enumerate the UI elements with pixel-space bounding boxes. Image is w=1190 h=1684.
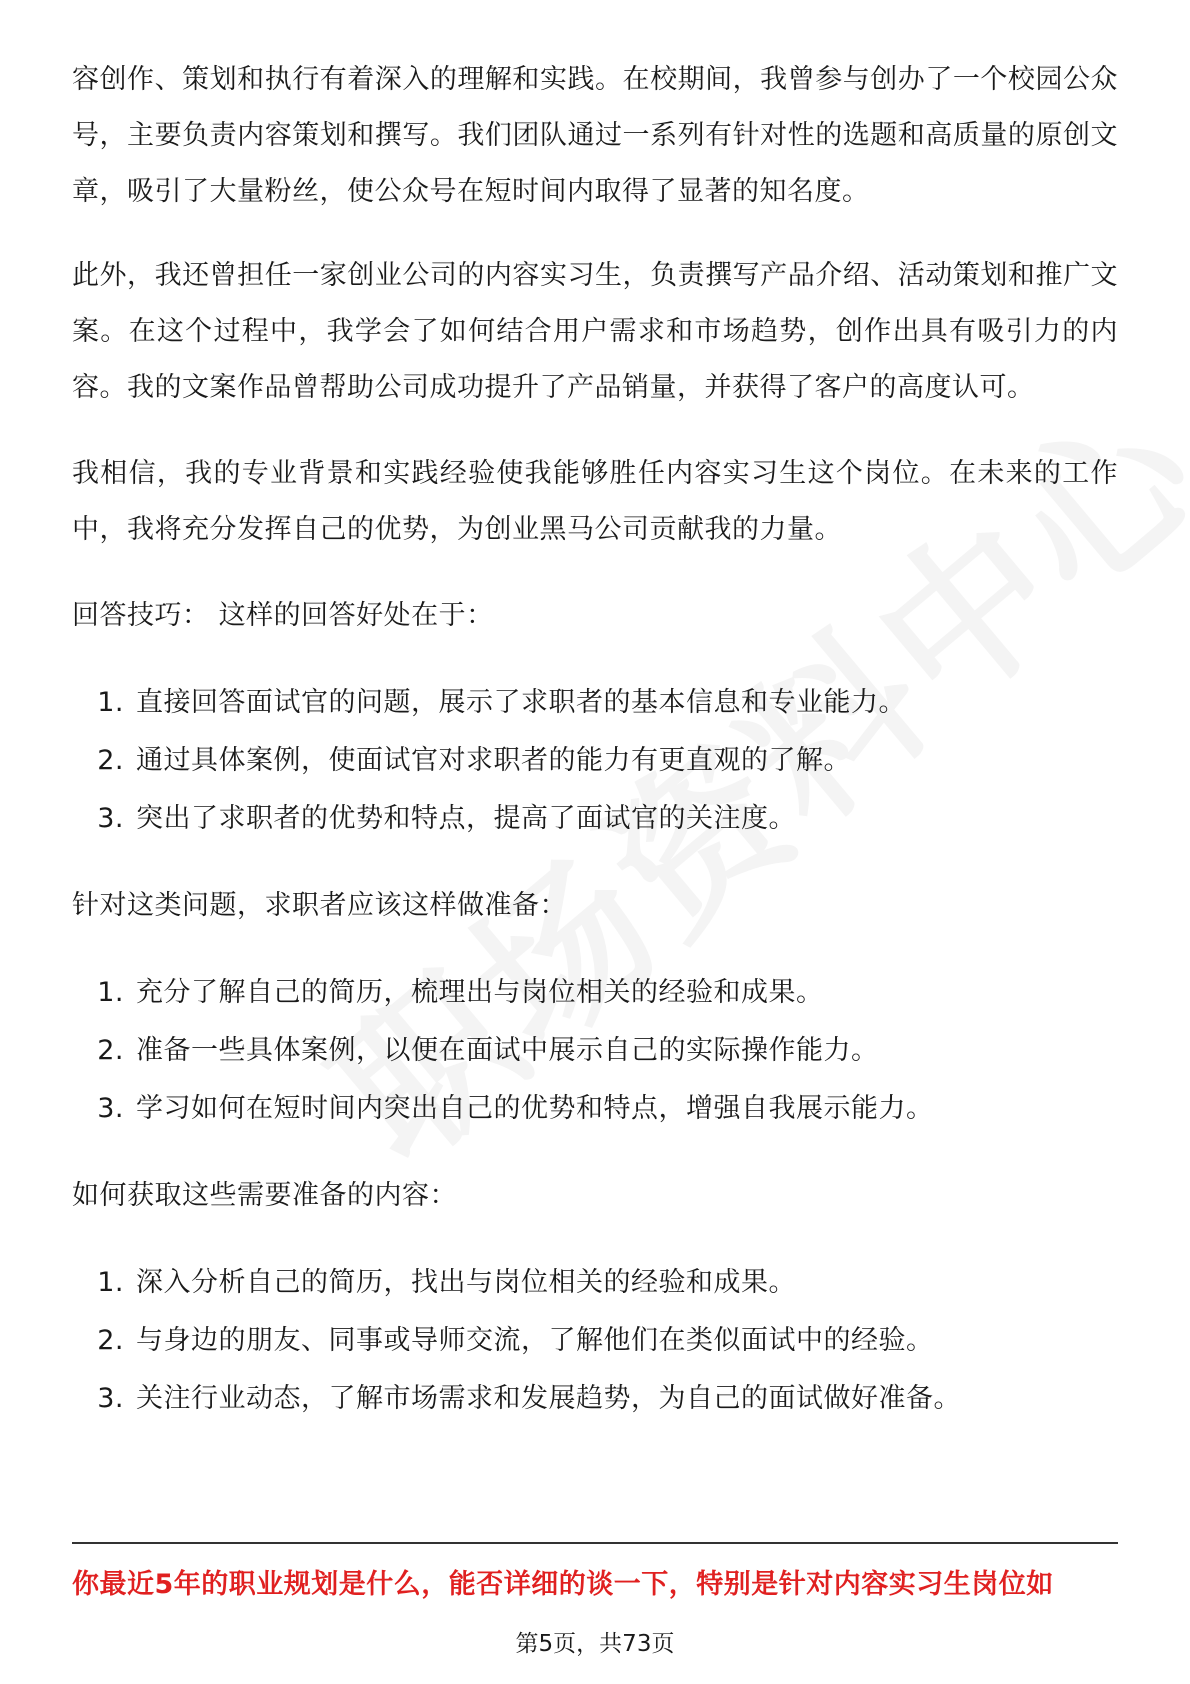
list-item xyxy=(72,1080,1118,1138)
prep-label: 针对这类问题，求职者应该这样做准备： xyxy=(72,890,567,921)
obtain-list xyxy=(72,1254,1118,1428)
list-text: 深入分析自己的简历，找出与岗位相关的经验和成果。 xyxy=(136,1267,796,1298)
list-item xyxy=(72,1254,1118,1312)
list-item xyxy=(72,1370,1118,1428)
page-footer: 第5页，共73页 xyxy=(515,1631,675,1657)
list-number: 3. xyxy=(97,1093,124,1124)
list-text: 关注行业动态，了解市场需求和发展趋势，为自己的面试做好准备。 xyxy=(136,1383,961,1414)
list-text: 与身边的朋友、同事或导师交流，了解他们在类似面试中的经验。 xyxy=(136,1325,934,1356)
list-text: 准备一些具体案例，以便在面试中展示自己的实际操作能力。 xyxy=(136,1035,879,1066)
paragraph-3: 我相信，我的专业背景和实践经验使我能够胜任内容实习生这个岗位。在未来的工作中，我将充分发挥自己的优势，为创业黑马公司贡献我的力量。 xyxy=(72,458,1118,545)
list-text: 充分了解自己的简历，梳理出与岗位相关的经验和成果。 xyxy=(136,977,824,1008)
obtain-label: 如何获取这些需要准备的内容： xyxy=(72,1180,457,1211)
list-number: 1. xyxy=(97,687,124,718)
list-number: 3. xyxy=(97,803,124,834)
list-text: 直接回答面试官的问题，展示了求职者的基本信息和专业能力。 xyxy=(136,687,906,718)
list-number: 1. xyxy=(97,1267,124,1298)
list-item xyxy=(72,790,1118,848)
list-number: 2. xyxy=(97,1035,124,1066)
next-question-heading: 你最近5年的职业规划是什么，能否详细的谈一下，特别是针对内容实习生岗位如 xyxy=(72,1569,1054,1600)
list-text: 突出了求职者的优势和特点，提高了面试官的关注度。 xyxy=(136,803,796,834)
tips-list xyxy=(72,674,1118,848)
list-number: 2. xyxy=(97,1325,124,1356)
list-item xyxy=(72,964,1118,1022)
list-item xyxy=(72,1022,1118,1080)
list-text: 通过具体案例，使面试官对求职者的能力有更直观的了解。 xyxy=(136,745,851,776)
list-number: 2. xyxy=(97,745,124,776)
section-divider xyxy=(72,1542,1118,1544)
document-body xyxy=(72,52,1118,1458)
list-number: 1. xyxy=(97,977,124,1008)
list-number: 3. xyxy=(97,1383,124,1414)
list-item xyxy=(72,732,1118,790)
prep-list xyxy=(72,964,1118,1138)
list-item xyxy=(72,674,1118,732)
list-item xyxy=(72,1312,1118,1370)
tips-label: 回答技巧： 这样的回答好处在于： xyxy=(72,600,494,631)
paragraph-2: 此外，我还曾担任一家创业公司的内容实习生，负责撰写产品介绍、活动策划和推广文案。在这个过程中，我学会了如何结合用户需求和市场趋势，创作出具有吸引力的内容。我的文案作品曾帮助公司成功提升了产品销量，并获得了客户的高度认可。 xyxy=(72,260,1118,403)
list-text: 学习如何在短时间内突出自己的优势和特点，增强自我展示能力。 xyxy=(136,1093,934,1124)
paragraph-1: 容创作、策划和执行有着深入的理解和实践。在校期间，我曾参与创办了一个校园公众号，主要负责内容策划和撰写。我们团队通过一系列有针对性的选题和高质量的原创文章，吸引了大量粉丝，使公众号在短时间内取得了显著的知名度。 xyxy=(72,64,1118,207)
